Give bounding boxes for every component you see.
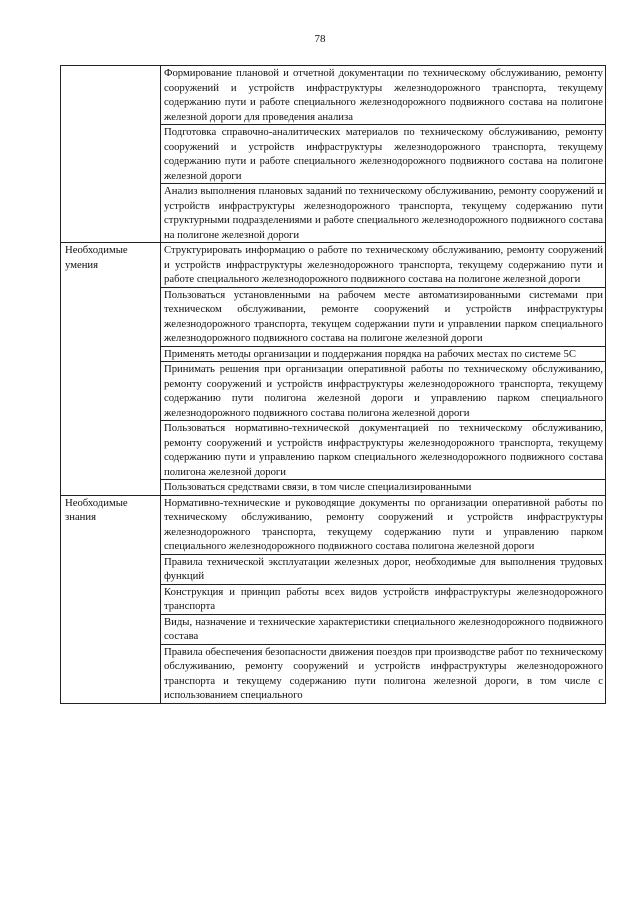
requirement-item: Подготовка справочно-аналитических материалов по техническому обслуживанию, ремонту сооружений и устройств инфраструктуры железнодорожного транспорта, текущему содержанию пути и работе специального железнодорожного подвижного состава на полигоне железной дороги xyxy=(161,125,606,184)
requirement-item: Принимать решения при организации оперативной работы по техническому обслуживанию, ремонту сооружений и устройств инфраструктуры железнодорожного транспорта, текущему содержанию пути полигона железной дороги и управлению парком специального железнодорожного подвижного состава полигона железной дороги xyxy=(161,362,606,421)
requirement-item: Нормативно-технические и руководящие документы по организации оперативной работы по техническому обслуживанию, ремонту сооружений и устройств инфраструктуры железнодорожного транспорта, текущему содержанию пути и управлению парком специального железнодорожного подвижного состава полигона железной дороги xyxy=(161,495,606,554)
requirement-item: Пользоваться нормативно-технической документацией по техническому обслуживанию, ремонту сооружений и устройств инфраструктуры железнодорожного транспорта, текущему содержанию пути и управлению парком специального железнодорожного подвижного состава полигона железной дороги xyxy=(161,421,606,480)
group-label: Необходимые умения xyxy=(61,243,161,496)
group-label xyxy=(61,66,161,243)
requirement-item: Конструкция и принцип работы всех видов устройств инфраструктуры железнодорожного транспорта xyxy=(161,584,606,614)
group-label: Необходимые знания xyxy=(61,495,161,703)
requirement-item: Анализ выполнения плановых заданий по техническому обслуживанию, ремонту сооружений и устройств инфраструктуры железнодорожного транспорта, текущему содержанию пути структурными подразделениями и работе специального железнодорожного подвижного состава на полигоне железной дороги xyxy=(161,184,606,243)
requirement-item: Правила технической эксплуатации железных дорог, необходимые для выполнения трудовых функций xyxy=(161,554,606,584)
page-number: 78 xyxy=(314,33,326,45)
requirement-item: Применять методы организации и поддержания порядка на рабочих местах по системе 5С xyxy=(161,346,606,362)
requirement-item: Правила обеспечения безопасности движения поездов при производстве работ по техническому обслуживанию, ремонту сооружений и устройств инфраструктуры железнодорожного транспорта и текущему содержанию пути полигона железной дороги, в том числе с использованием специального xyxy=(161,644,606,703)
requirement-item: Виды, назначение и технические характеристики специального железнодорожного подвижного состава xyxy=(161,614,606,644)
requirement-item: Структурировать информацию о работе по техническому обслуживанию, ремонту сооружений и устройств инфраструктуры железнодорожного транспорта, текущему содержанию пути и работе специального железнодорожного подвижного состава на полигоне железной дороги xyxy=(161,243,606,288)
table-row xyxy=(61,243,606,288)
table-row xyxy=(61,495,606,554)
requirements-table-body xyxy=(61,66,606,704)
requirement-item: Пользоваться средствами связи, в том числе специализированными xyxy=(161,480,606,496)
requirements-table xyxy=(60,65,606,704)
table-row xyxy=(61,66,606,125)
requirement-item: Формирование плановой и отчетной документации по техническому обслуживанию, ремонту сооружений и устройств инфраструктуры железнодорожного транспорта, текущему содержанию пути и работе специального железнодорожного подвижного состава на полигоне железной дороги для проведения анализа xyxy=(161,66,606,125)
requirement-item: Пользоваться установленными на рабочем месте автоматизированными системами при техническом обслуживании, ремонте сооружений и устройств инфраструктуры железнодорожного транспорта, текущем содержании пути и управлении парком специального железнодорожного подвижного состава на полигоне железной дороги xyxy=(161,287,606,346)
